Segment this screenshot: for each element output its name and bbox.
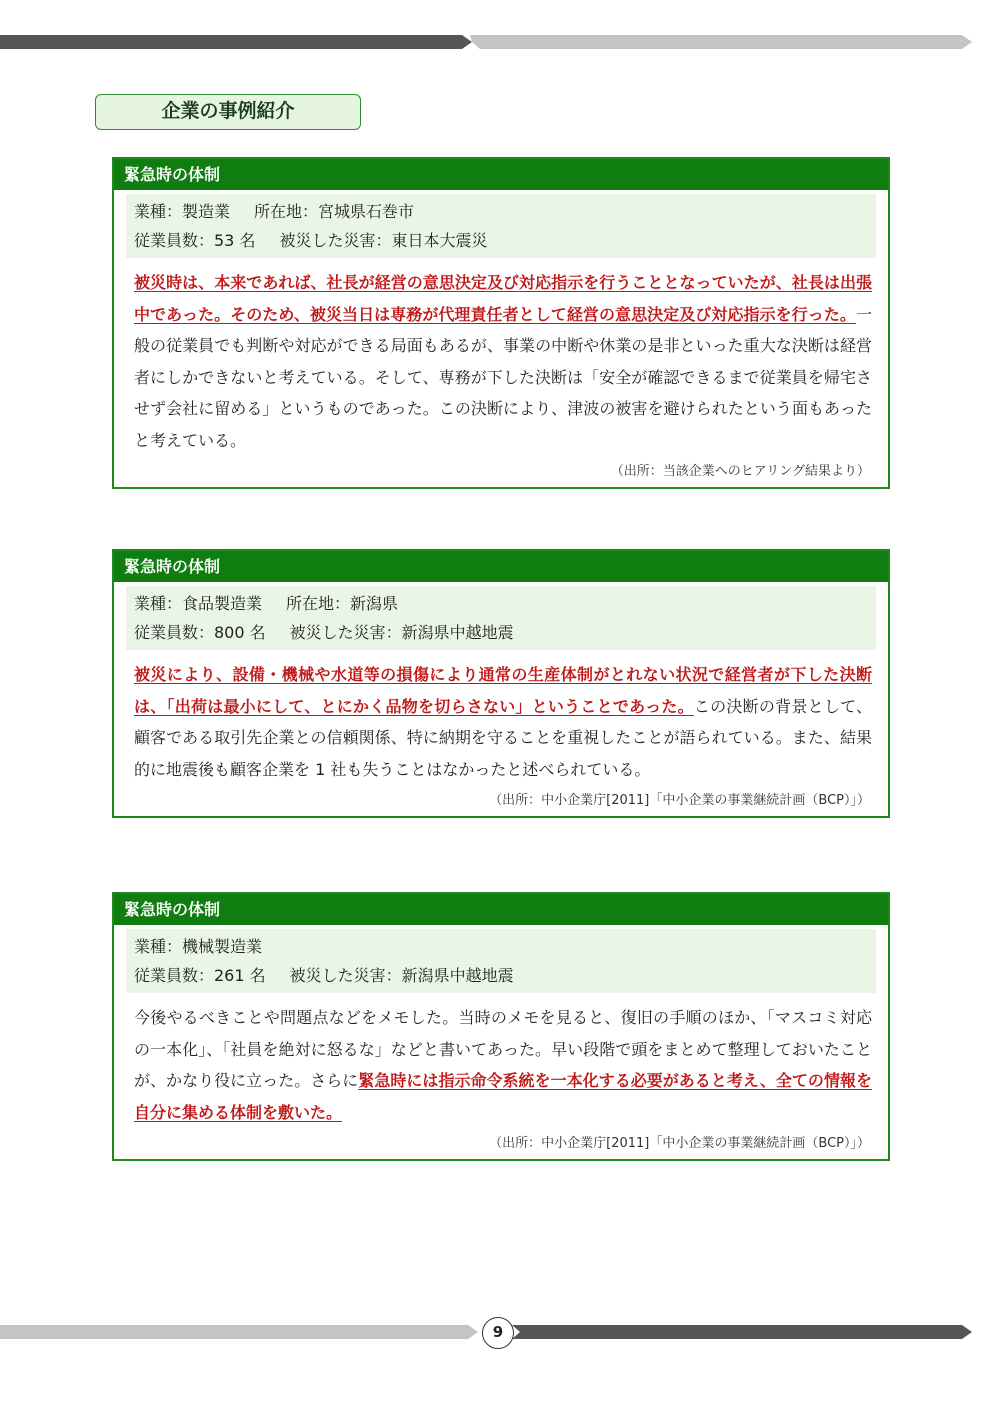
highlighted-text: 緊急時には指示命令系統を一本化する必要があると考え、全ての情報を自分に集める体制を敷いた。 xyxy=(134,1071,872,1122)
industry: 業種：製造業 xyxy=(134,202,231,221)
source-note: （出所：中小企業庁[2011]「中小企業の事業継続計画（BCP）」） xyxy=(489,1136,870,1151)
highlighted-text: 被災時は、本来であれば、社長が経営の意思決定及び対応指示を行うこととなっていたが、社長は出張中であった。そのため、被災当日は専務が代理責任者として経営の意思決定及び対応指示を行った。 xyxy=(134,273,872,324)
industry: 業種：食品製造業 xyxy=(134,594,263,613)
body-text: この決断の背景として、顧客である取引先企業との信頼関係、特に納期を守ることを重視したことが語られている。また、結果的に地震後も顧客企業を 1 社も失うことはなかったと述べられている。 xyxy=(134,696,872,779)
employee-count: 従業員数：261 名 xyxy=(134,966,266,985)
industry: 業種：機械製造業 xyxy=(134,937,263,956)
body-text: 今後やるべきことや問題点などをメモした。当時のメモを見ると、復旧の手順のほか、「マスコミ対応の一本化」、「社員を絶対に怒るな」などと書いてあった。早い段階で頭をまとめて整理しておいたことが、かなり役に立った。さらに xyxy=(134,1008,872,1090)
case-box-2 xyxy=(112,549,890,818)
case-description xyxy=(134,1002,872,1128)
industry-location xyxy=(134,202,414,221)
employee-count: 従業員数：800 名 xyxy=(134,623,266,642)
source-note: （出所：中小企業庁[2011]「中小企業の事業継続計画（BCP）」） xyxy=(489,793,870,808)
disaster: 被災した災害：東日本大震災 xyxy=(279,231,488,250)
case-box-3 xyxy=(112,892,890,1161)
company-info xyxy=(126,586,876,650)
source-note: （出所：当該企業へのヒアリング結果より） xyxy=(610,464,870,479)
location: 所在地：宮城県石巻市 xyxy=(254,202,415,221)
location: 所在地：新潟県 xyxy=(286,594,399,613)
top-decor-bar xyxy=(0,33,1000,53)
case-box-1 xyxy=(112,157,890,489)
case-description xyxy=(134,267,872,456)
case-header: 緊急時の体制 xyxy=(114,894,888,925)
company-info xyxy=(126,929,876,993)
section-title: 企業の事例紹介 xyxy=(95,94,361,130)
disaster: 被災した災害：新潟県中越地震 xyxy=(289,966,514,985)
highlighted-text: 被災により、設備・機械や水道等の損傷により通常の生産体制がとれない状況で経営者が下した決断は、「出荷は最小にして、とにかく品物を切らさない」ということであった。 xyxy=(134,665,872,716)
case-header: 緊急時の体制 xyxy=(114,159,888,190)
employee-count: 従業員数：53 名 xyxy=(134,231,256,250)
case-header: 緊急時の体制 xyxy=(114,551,888,582)
disaster: 被災した災害：新潟県中越地震 xyxy=(289,623,514,642)
body-text: 一般の従業員でも判断や対応ができる局面もあるが、事業の中断や休業の是非といった重大な決断は経営者にしかできないと考えている。そして、専務が下した決断は「安全が確認できるまで従業員を帰宅させず会社に留める」というものであった。この決断により、津波の被害を避けられたという面もあったと考えている。 xyxy=(134,304,872,450)
page-number: 9 xyxy=(482,1317,514,1349)
company-info xyxy=(126,194,876,258)
case-description xyxy=(134,659,872,785)
